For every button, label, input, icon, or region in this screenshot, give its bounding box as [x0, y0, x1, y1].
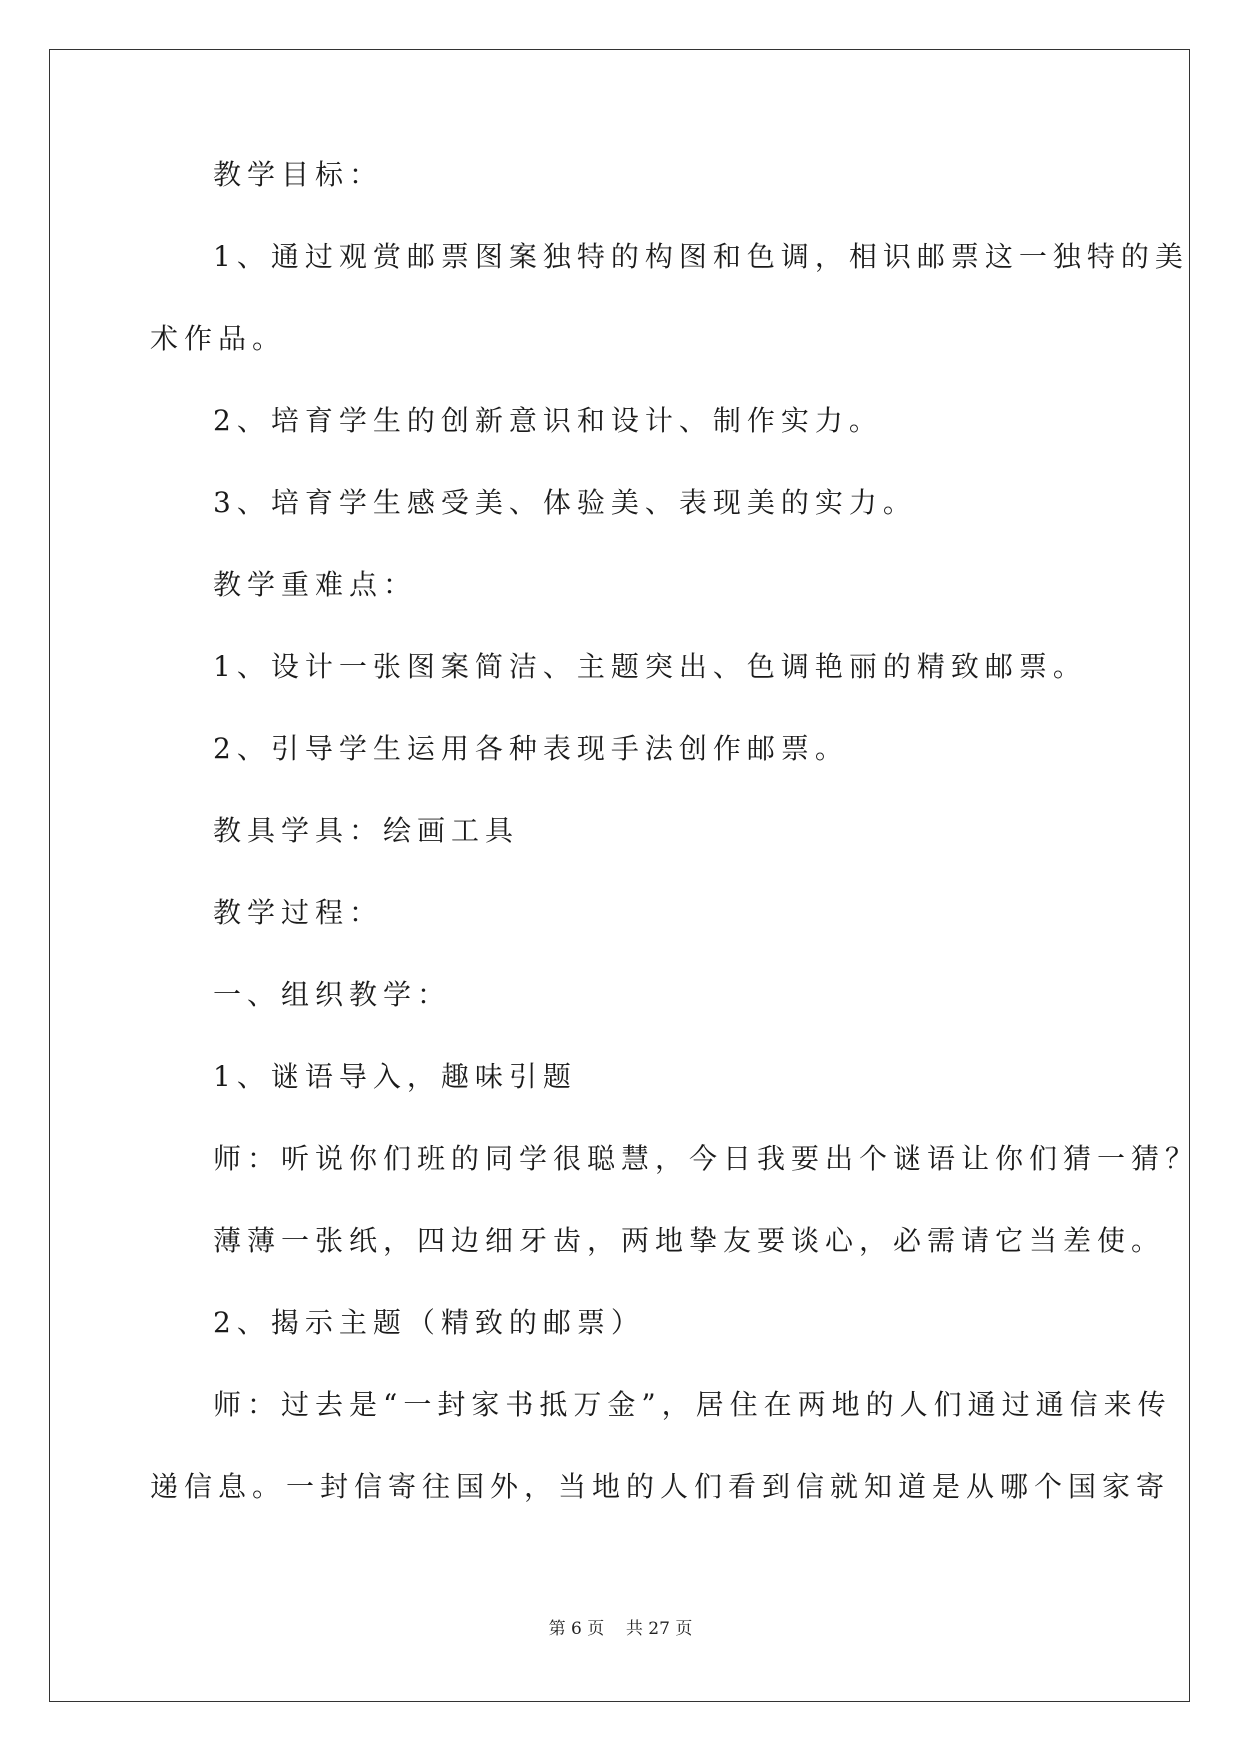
paragraph: 术作品。	[150, 322, 287, 355]
paragraph: 师：听说你们班的同学很聪慧，今日我要出个谜语让你们猜一猜？	[213, 1142, 1200, 1175]
paragraph: 2、揭示主题（精致的邮票）	[213, 1306, 645, 1339]
paragraph: 1、设计一张图案简洁、主题突出、色调艳丽的精致邮票。	[213, 650, 1087, 683]
paragraph: 1、谜语导入，趣味引题	[213, 1060, 577, 1093]
paragraph: 教学目标：	[213, 158, 384, 191]
paragraph: 教具学具：绘画工具	[213, 814, 520, 847]
page-number: 第 6 页 共 27 页	[548, 1619, 693, 1639]
paragraph: 3、培育学生感受美、体验美、表现美的实力。	[213, 486, 917, 519]
paragraph: 一、组织教学：	[213, 978, 452, 1011]
paragraph: 1、通过观赏邮票图案独特的构图和色调，相识邮票这一独特的美	[213, 240, 1189, 273]
paragraph: 2、培育学生的创新意识和设计、制作实力。	[213, 404, 883, 437]
paragraph: 教学过程：	[213, 896, 384, 929]
paragraph: 教学重难点：	[213, 568, 418, 601]
document-body	[150, 158, 1200, 1554]
paragraph: 2、引导学生运用各种表现手法创作邮票。	[213, 732, 849, 765]
paragraph: 师：过去是“一封家书抵万金”，居住在两地的人们通过通信来传	[213, 1388, 1172, 1421]
paragraph: 递信息。一封信寄往国外，当地的人们看到信就知道是从哪个国家寄	[150, 1470, 1171, 1503]
paragraph: 薄薄一张纸，四边细牙齿，两地挚友要谈心，必需请它当差使。	[213, 1224, 1166, 1257]
